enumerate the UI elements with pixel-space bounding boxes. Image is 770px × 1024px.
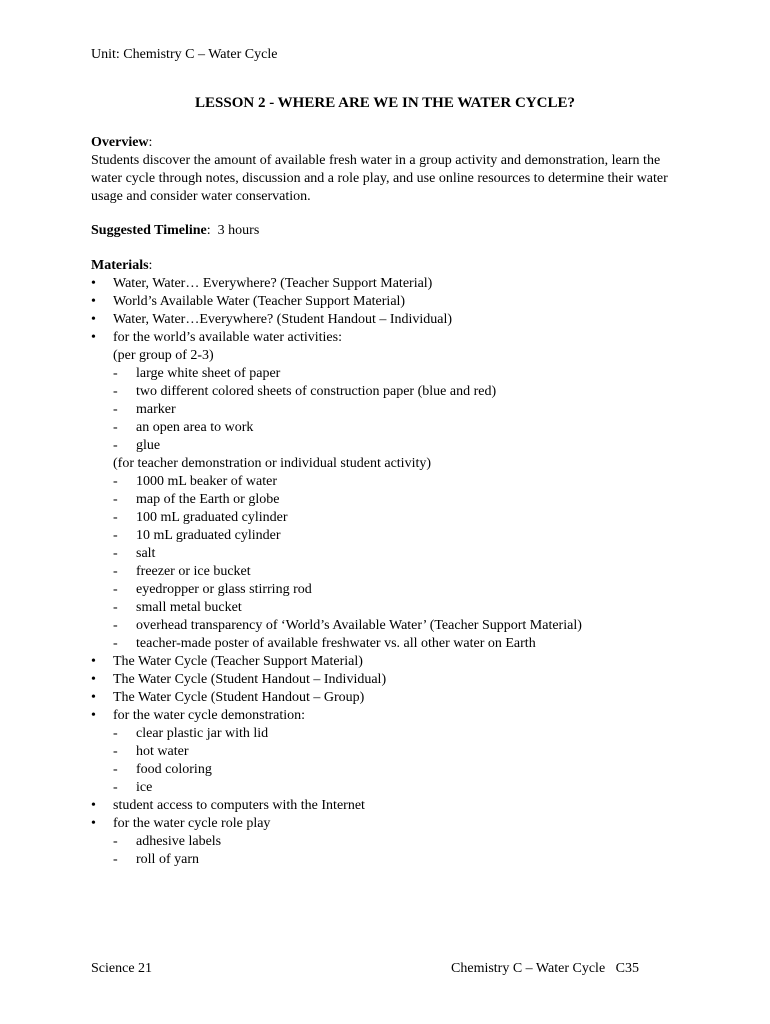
footer-page-ref: Chemistry C – Water Cycle C35: [451, 961, 639, 976]
sub-list-item: - glue: [91, 437, 671, 455]
timeline-section: Suggested Timeline: 3 hours: [91, 223, 260, 238]
demo-note: (for teacher demonstration or individual student activity): [113, 456, 432, 471]
sub-list-item: - eyedropper or glass stirring rod: [91, 581, 671, 599]
sub-list-item: - 1000 mL beaker of water: [91, 473, 671, 491]
sub-list-item: - adhesive labels: [91, 833, 671, 851]
timeline-value: 3 hours: [217, 223, 260, 238]
lesson-title: LESSON 2 - WHERE ARE WE IN THE WATER CYCLE?: [195, 95, 575, 111]
materials-list: [91, 275, 671, 347]
sub-list-item: - two different colored sheets of construction paper (blue and red): [91, 383, 671, 401]
sub-list-item: - map of the Earth or globe: [91, 491, 671, 509]
list-item: • The Water Cycle (Student Handout – Individual): [91, 671, 671, 689]
overview-label: Overview: [91, 135, 149, 150]
sub-list-item: - hot water: [91, 743, 671, 761]
sub-list-item: - overhead transparency of ‘World’s Available Water’ (Teacher Support Material): [91, 617, 671, 635]
sub-list-item: - marker: [91, 401, 671, 419]
list-item: • for the world’s available water activities:: [91, 329, 671, 347]
materials-section: Materials: • Water, Water… Everywhere? (Teacher Support Material) • World’s Available Water (Teacher Support Material) • Water, Water…Everywhere? (Student Handout – Individual) • for the world’s available water activities: (per group of 2-3) - large white sheet of paper - two different colored sheets of construction paper (blue and red) - marker - an open area to work - glue (for teacher demonstration or individual student activity) - 1000 mL beaker of water - map of the Earth or globe - 100 mL graduated cylinder - 10 mL graduated cylinder - salt - freezer or ice bucket - eyedropper or glass stirring rod - small metal bucket - overhead transparency of ‘World’s Available Water’ (Teacher Support Material) - teacher-made poster of available freshwater vs. all other water on Earth • The Water Cycle (Teacher Support Material) • The Water Cycle (Student Handout – Individual) • The Water Cycle (Student Handout – Group) • for the water cycle demonstration: - clear plastic jar with lid - hot water - food coloring - ice • student access to computers with the Internet • for the water cycle role play - adhesive labels - roll of yarn: [91, 257, 671, 869]
materials-list-end: [91, 797, 671, 833]
sub-list-item: - large white sheet of paper: [91, 365, 671, 383]
overview-text: Students discover the amount of available fresh water in a group activity and demonstration, learn the water cycle through notes, discussion and a role play, and use online resources to determine their water usage and consider water conservation.: [91, 153, 668, 204]
sub-list-item: - clear plastic jar with lid: [91, 725, 671, 743]
sub-list-item: - salt: [91, 545, 671, 563]
overview-section: Overview: Students discover the amount of available fresh water in a group activity and demonstration, learn the water cycle through notes, discussion and a role play, and use online resources to determine their water usage and consider water conservation.: [91, 134, 671, 206]
list-item: • Water, Water…Everywhere? (Student Handout – Individual): [91, 311, 671, 329]
footer-course: Science 21: [91, 961, 153, 976]
sub-list-item: - freezer or ice bucket: [91, 563, 671, 581]
list-item: • World’s Available Water (Teacher Support Material): [91, 293, 671, 311]
materials-list-continued: [91, 653, 671, 725]
list-item: • for the water cycle role play: [91, 815, 671, 833]
list-item: • The Water Cycle (Student Handout – Group): [91, 689, 671, 707]
sub-list-item: - an open area to work: [91, 419, 671, 437]
timeline-label: Suggested Timeline: [91, 223, 207, 238]
sub-list-item: - 100 mL graduated cylinder: [91, 509, 671, 527]
sub-list-item: - 10 mL graduated cylinder: [91, 527, 671, 545]
list-item: • Water, Water… Everywhere? (Teacher Support Material): [91, 275, 671, 293]
sub-list-item: - food coloring: [91, 761, 671, 779]
list-item: • The Water Cycle (Teacher Support Material): [91, 653, 671, 671]
sub-list-item: - ice: [91, 779, 671, 797]
group-note: (per group of 2-3): [113, 348, 214, 363]
sub-list-item: - roll of yarn: [91, 851, 671, 869]
list-item: • student access to computers with the Internet: [91, 797, 671, 815]
materials-label: Materials: [91, 258, 149, 273]
sub-list-item: - teacher-made poster of available freshwater vs. all other water on Earth: [91, 635, 671, 653]
unit-header: Unit: Chemistry C – Water Cycle: [91, 47, 278, 62]
sub-list-item: - small metal bucket: [91, 599, 671, 617]
list-item: • for the water cycle demonstration:: [91, 707, 671, 725]
